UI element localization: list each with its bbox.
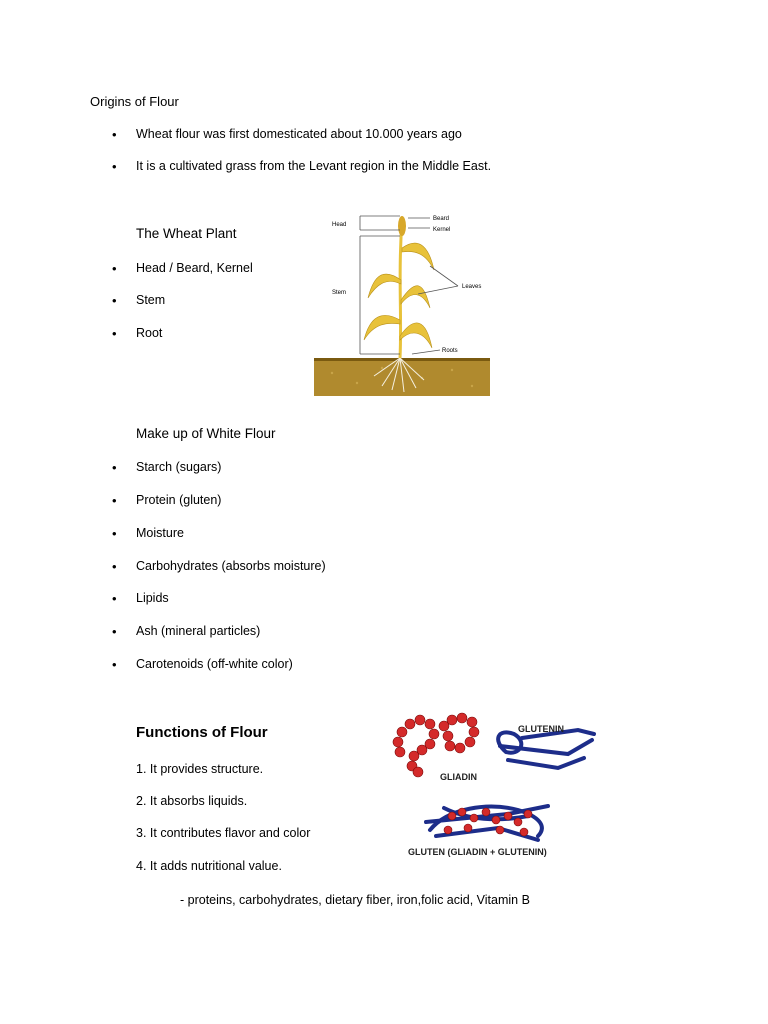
bullet-icon: • [112, 159, 117, 174]
label-head: Head [332, 222, 347, 228]
makeup-item: Starch (sugars) [136, 460, 222, 474]
gliadin-shape [393, 713, 479, 777]
head-shape [398, 216, 406, 236]
bullet-icon: • [112, 526, 117, 541]
functions-note: - proteins, carbohydrates, dietary fiber, iron,folic acid, Vitamin B [180, 893, 530, 907]
label-gliadin: GLIADIN [440, 772, 477, 782]
label-glutenin: GLUTENIN [518, 724, 564, 734]
makeup-item: Protein (gluten) [136, 493, 222, 507]
bullet-icon: • [112, 460, 117, 475]
label-leaves: Leaves [462, 284, 482, 290]
label-roots: Roots [442, 348, 458, 354]
makeup-item: Ash (mineral particles) [136, 624, 261, 638]
functions-item: 3. It contributes flavor and color [136, 826, 311, 840]
origins-item: Wheat flour was first domesticated about 10.000 years ago [136, 127, 462, 141]
bullet-icon: • [112, 559, 117, 574]
gluten-diagram [388, 712, 600, 862]
page-title: Origins of Flour [90, 94, 179, 109]
label-gluten: GLUTEN (GLIADIN + GLUTENIN) [408, 847, 547, 857]
functions-item: 1. It provides structure. [136, 762, 264, 776]
functions-item: 2. It absorbs liquids. [136, 794, 248, 808]
bullet-icon: • [112, 624, 117, 639]
wheat-plant-item: Root [136, 326, 163, 340]
makeup-item: Carotenoids (off-white color) [136, 657, 293, 671]
wheat-plant-item: Head / Beard, Kernel [136, 261, 253, 275]
label-kernel: Kernel [433, 227, 451, 233]
glutenin-shape [498, 730, 594, 768]
wheat-plant-diagram [312, 208, 492, 398]
bullet-icon: • [112, 261, 117, 276]
functions-item: 4. It adds nutritional value. [136, 859, 282, 873]
bullet-icon: • [112, 326, 117, 341]
bullet-icon: • [112, 493, 117, 508]
label-stem: Stem [332, 290, 347, 296]
bullet-icon: • [112, 657, 117, 672]
label-beard: Beard [433, 216, 450, 222]
makeup-item: Lipids [136, 591, 169, 605]
functions-heading: Functions of Flour [136, 724, 268, 741]
origins-item: It is a cultivated grass from the Levant region in the Middle East. [136, 159, 492, 173]
wheat-plant-heading: The Wheat Plant [136, 226, 237, 241]
makeup-item: Moisture [136, 526, 184, 540]
makeup-item: Carbohydrates (absorbs moisture) [136, 559, 326, 573]
makeup-heading: Make up of White Flour [136, 426, 276, 441]
bullet-icon: • [112, 127, 117, 142]
bullet-icon: • [112, 293, 117, 308]
bullet-icon: • [112, 591, 117, 606]
wheat-plant-item: Stem [136, 293, 166, 307]
